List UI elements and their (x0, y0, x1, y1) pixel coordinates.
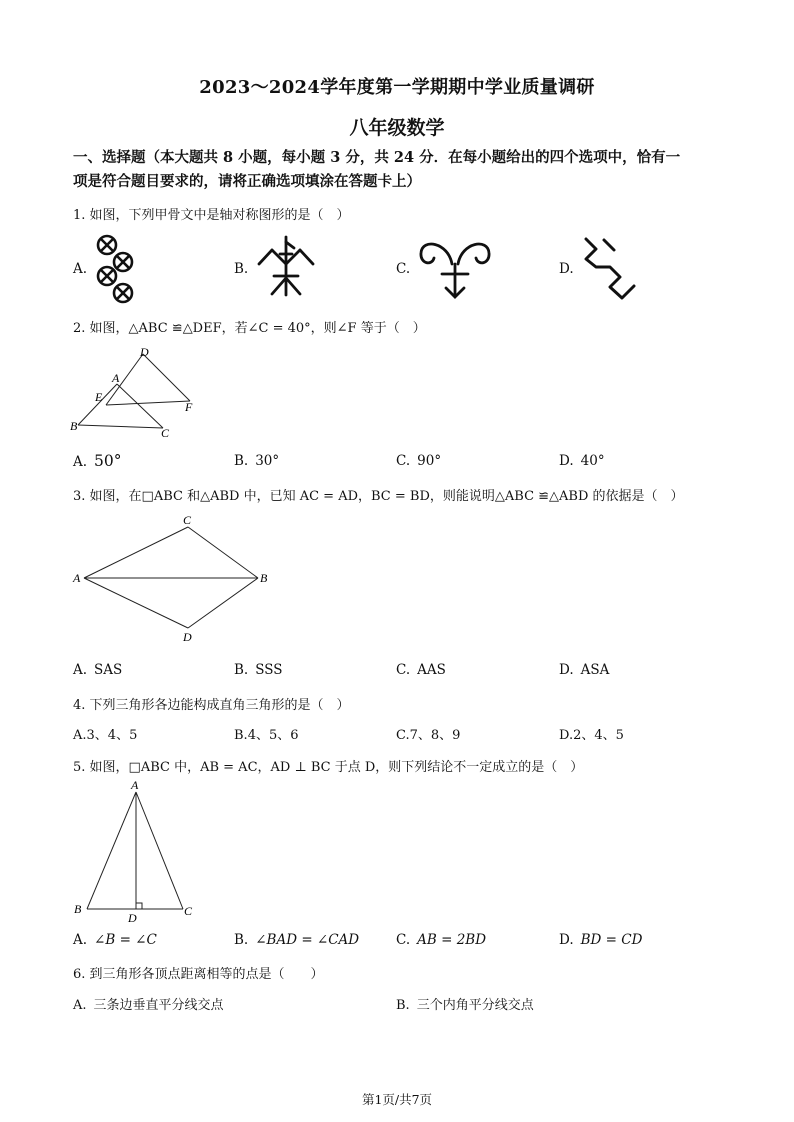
q3-label-d: D (183, 630, 192, 644)
q3-option-b-value: SSS (255, 662, 283, 678)
question-5-text: 5. 如图，□ABC 中，AB = AC，AD ⊥ BC 于点 D，则下列结论不一定成立的是（ ） (73, 760, 584, 775)
q3-label-a: A (73, 571, 81, 585)
oracle-glyph-tree-icon (254, 234, 318, 298)
q4-option-a[interactable] (73, 724, 137, 743)
q1-option-a-label: A. (73, 261, 88, 277)
q2-label-f: F (185, 400, 193, 414)
q2-option-a[interactable] (73, 452, 122, 470)
q2-option-a-value: 50° (94, 452, 122, 470)
q5-option-c-value: AB = 2BD (417, 932, 487, 948)
exam-title: 2023～2024学年度第一学期期中学业质量调研 (199, 77, 595, 98)
q5-isosceles-triangle-figure (70, 776, 200, 926)
q4-option-c-label: C. (396, 728, 410, 743)
q2-option-c[interactable] (396, 453, 441, 469)
q4-option-c[interactable] (396, 724, 460, 743)
oracle-glyph-zigzag-icon (580, 236, 638, 300)
q2-label-d: D (140, 345, 149, 359)
q6-option-a-value: 三条边垂直平分线交点 (93, 998, 224, 1013)
q1-option-c-label: C. (396, 261, 411, 277)
q3-option-b[interactable] (234, 662, 283, 678)
q5-option-b-value: ∠BAD = ∠CAD (255, 932, 360, 948)
page-number: 第1页/共7页 (361, 1092, 433, 1107)
q2-option-d-value: 40° (580, 453, 605, 469)
q3-label-b: B (260, 571, 268, 585)
section-heading (73, 146, 733, 194)
q1-option-b-label: B. (234, 261, 249, 277)
q4-option-d-label: D. (559, 728, 574, 743)
q4-option-c-value: 7、8、9 (409, 728, 461, 743)
q1-option-a[interactable] (73, 261, 87, 277)
q4-option-d-value: 2、4、5 (573, 728, 624, 743)
q3-option-c-value: AAS (417, 662, 446, 678)
q2-option-c-label: C. (396, 453, 411, 469)
q2-option-c-value: 90° (417, 453, 442, 469)
q6-option-b-value: 三个内角平分线交点 (416, 998, 534, 1013)
q5-option-b[interactable] (234, 932, 359, 948)
q5-option-d[interactable] (559, 932, 642, 948)
q3-label-c: C (183, 513, 192, 527)
section-heading-line2: 项是符合题目要求的，请将正确选项填涂在答题卡上） (73, 173, 421, 190)
q3-option-a[interactable] (73, 662, 122, 678)
oracle-glyph-circles-icon (94, 234, 138, 304)
q5-option-a[interactable] (73, 932, 157, 948)
q6-option-a-label: A. (73, 998, 87, 1013)
q2-label-e: E (95, 390, 103, 404)
q2-label-c: C (161, 426, 170, 440)
q2-triangle-figure (66, 342, 206, 442)
q3-option-c[interactable] (396, 662, 446, 678)
q2-option-b-value: 30° (255, 453, 280, 469)
q6-option-b-label: B. (396, 998, 410, 1013)
q5-label-b: B (74, 902, 82, 916)
q3-option-d[interactable] (559, 662, 609, 678)
question-2-text: 2. 如图，△ABC ≌△DEF，若∠C = 40°，则∠F 等于（ ） (73, 321, 426, 336)
question-6-text: 6. 到三角形各顶点距离相等的点是（ ） (73, 967, 324, 982)
q2-option-a-label: A. (73, 454, 88, 470)
q5-option-a-label: A. (73, 932, 88, 948)
q2-option-b-label: B. (234, 453, 249, 469)
q1-option-b[interactable] (234, 261, 248, 277)
q4-option-b-value: 4、5、6 (247, 728, 299, 743)
q2-label-b: B (70, 419, 78, 433)
q5-option-d-value: BD = CD (580, 932, 643, 948)
question-1-text: 1. 如图，下列甲骨文中是轴对称图形的是（ ） (73, 208, 350, 223)
oracle-glyph-horns-icon (418, 236, 492, 300)
q5-option-b-label: B. (234, 932, 249, 948)
exam-subtitle: 八年级数学 (349, 117, 445, 139)
q1-option-d[interactable] (559, 261, 574, 277)
q5-option-c-label: C. (396, 932, 411, 948)
q2-option-d[interactable] (559, 453, 605, 469)
q2-option-d-label: D. (559, 453, 574, 469)
q3-option-c-label: C. (396, 662, 411, 678)
q4-option-a-value: 3、4、5 (86, 728, 138, 743)
q4-option-d[interactable] (559, 724, 624, 743)
q6-option-a[interactable] (73, 994, 224, 1013)
q3-kite-figure (70, 510, 280, 648)
q6-option-b[interactable] (396, 994, 534, 1013)
q5-option-c[interactable] (396, 932, 486, 948)
question-3-text: 3. 如图，在□ABC 和△ABD 中，已知 AC = AD，BC = BD，则能说明△ABC ≌△ABD 的依据是（ ） (73, 489, 684, 504)
q5-option-a-value: ∠B = ∠C (94, 932, 157, 948)
q2-label-a: A (112, 371, 120, 385)
q4-option-b[interactable] (234, 724, 299, 743)
q3-option-d-label: D. (559, 662, 574, 678)
q5-option-d-label: D. (559, 932, 574, 948)
q5-label-d: D (128, 911, 137, 925)
q2-option-b[interactable] (234, 453, 279, 469)
q3-option-d-value: ASA (580, 662, 610, 678)
q1-option-c[interactable] (396, 261, 410, 277)
q3-option-b-label: B. (234, 662, 249, 678)
q5-label-a: A (131, 778, 139, 792)
section-heading-line1: 一、选择题（本大题共 8 小题，每小题 3 分，共 24 分．在每小题给出的四个选项中，恰有一 (73, 149, 681, 166)
q1-option-d-label: D. (559, 261, 574, 277)
question-4-text: 4. 下列三角形各边能构成直角三角形的是（ ） (73, 698, 350, 713)
q3-option-a-value: SAS (94, 662, 123, 678)
q3-option-a-label: A. (73, 662, 88, 678)
q4-option-a-label: A. (73, 728, 87, 743)
q5-label-c: C (184, 904, 193, 918)
q4-option-b-label: B. (234, 728, 248, 743)
